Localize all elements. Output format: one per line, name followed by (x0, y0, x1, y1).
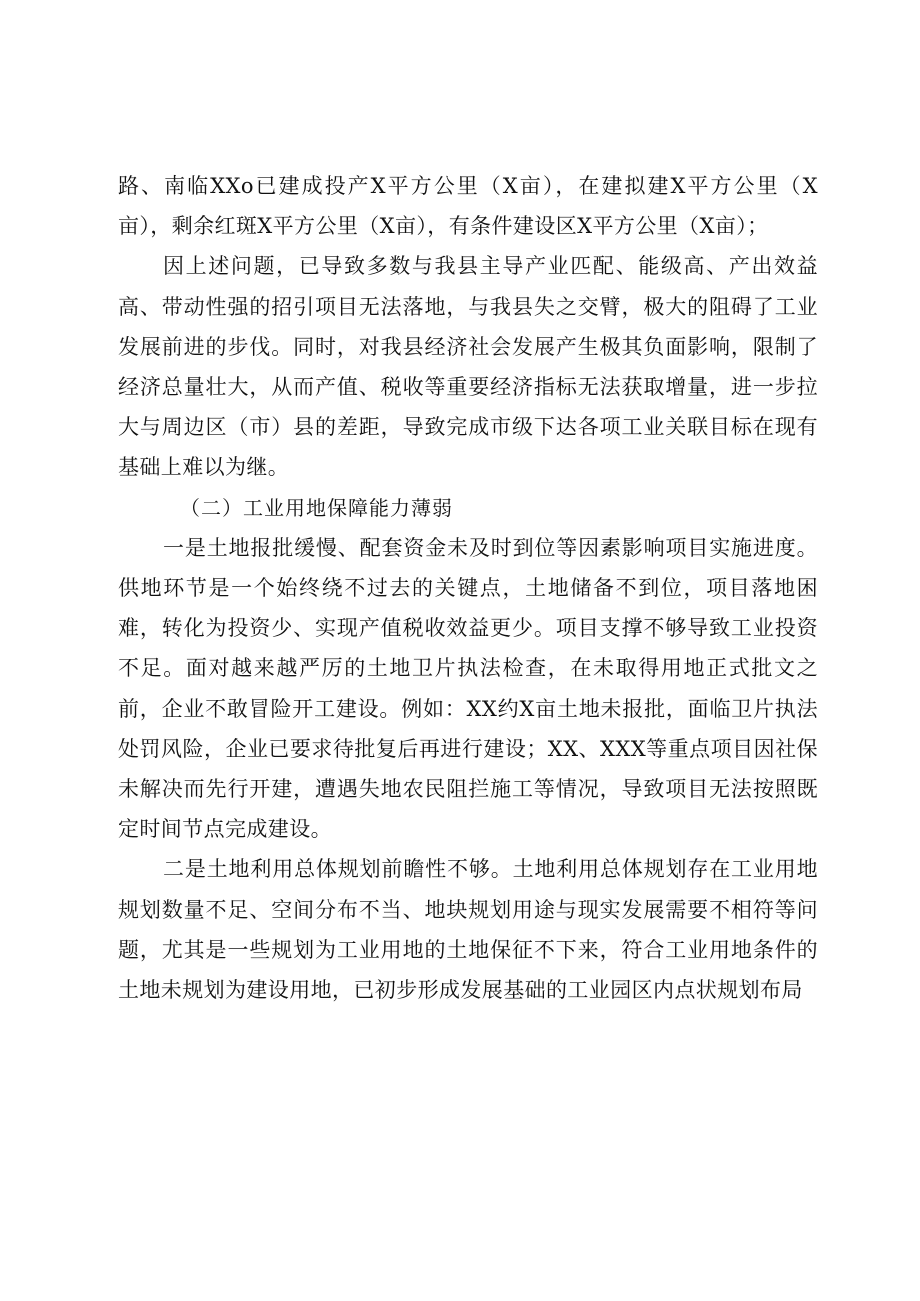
section-heading: （二）工业用地保障能力薄弱 (180, 495, 453, 520)
paragraph-consequences: 因上述问题，已导致多数与我县主导产业匹配、能级高、产出效益高、带动性强的招引项目无法落地，与我县失之交臂，极大的阻碍了工业发展前进的步伐。同时，对我县经济社会发展产生极其负面影响，限制了经济总量壮大，从而产值、税收等重要经济指标无法获取增量，进一步拉大与周边区（市）县的差距，导致完成市级下达各项工业关联目标在现有基础上难以为继。 (118, 254, 818, 480)
paragraph-continuation: 路、南临XXo已建成投产X平方公里（X亩），在建拟建X平方公里（X亩），剩余红斑X平方公里（X亩），有条件建设区X平方公里（X亩）； (118, 174, 818, 239)
paragraph-point-one: 一是土地报批缓慢、配套资金未及时到位等因素影响项目实施进度。供地环节是一个始终绕不过去的关键点，土地储备不到位，项目落地困难，转化为投资少、实现产值税收效益更少。项目支撑不够导致工业投资不足。面对越来越严厉的土地卫片执法检查，在未取得用地正式批文之前，企业不敢冒险开工建设。例如：XX约X亩土地未报批，面临卫片执法处罚风险，企业已要求待批复后再进行建设；XX、XXX等重点项目因社保未解决而先行开建，遭遇失地农民阻拦施工等情况，导致项目无法按照既定时间节点完成建设。 (118, 535, 818, 842)
paragraph-point-two: 二是土地利用总体规划前瞻性不够。土地利用总体规划存在工业用地规划数量不足、空间分布不当、地块规划用途与现实发展需要不相符等问题，尤其是一些规划为工业用地的土地保征不下来，符合工业用地条件的土地未规划为建设用地，已初步形成发展基础的工业园区内点状规划布局 (118, 857, 818, 1003)
document-body (118, 166, 818, 1010)
